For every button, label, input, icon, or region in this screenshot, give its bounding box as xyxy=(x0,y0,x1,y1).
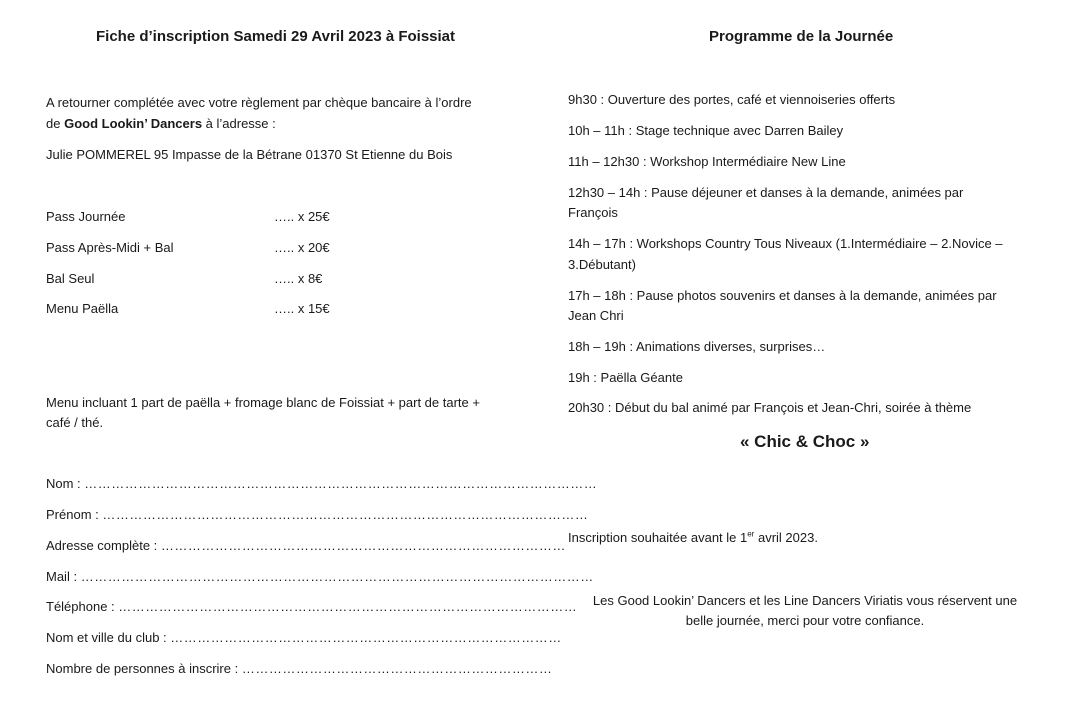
form-field-nombre[interactable] xyxy=(46,659,553,679)
form-dots: ……………………………………………………………………………………………… xyxy=(102,507,589,522)
form-field-mail[interactable] xyxy=(46,567,594,587)
form-dots: …………………………………………………………………………… xyxy=(170,630,562,645)
address: Julie POMMEREL 95 Impasse de la Bétrane 01370 St Etienne du Bois xyxy=(46,147,453,162)
right-title: Programme de la Journée xyxy=(709,28,894,45)
schedule-item: 9h30 : Ouverture des portes, café et viennoiseries offerts xyxy=(568,92,896,107)
deadline-suffix: avril 2023. xyxy=(754,530,818,545)
form-field-telephone[interactable] xyxy=(46,597,578,617)
intro-prefix: de xyxy=(46,116,65,131)
schedule-item-cont: 3.Débutant) xyxy=(568,257,636,272)
schedule-item: 19h : Paëlla Géante xyxy=(568,370,683,385)
form-label: Adresse complète : xyxy=(46,538,158,553)
form-field-club[interactable] xyxy=(46,628,562,648)
schedule-item: 17h – 18h : Pause photos souvenirs et danses à la demande, animées par xyxy=(568,288,997,303)
soiree-theme: « Chic & Choc » xyxy=(740,432,870,451)
schedule-item: 20h30 : Début du bal animé par François et Jean-Chri, soirée à thème xyxy=(568,400,972,415)
deadline xyxy=(568,528,818,548)
price-value: ….. x 20€ xyxy=(274,240,330,255)
closing-line-1: Les Good Lookin’ Dancers et les Line Dancers Viriatis vous réservent une xyxy=(592,593,1018,608)
form-label: Nombre de personnes à inscrire : xyxy=(46,661,239,676)
form-label: Mail : xyxy=(46,569,78,584)
schedule-item: 11h – 12h30 : Workshop Intermédiaire New Line xyxy=(568,154,846,169)
price-value: ….. x 8€ xyxy=(274,271,323,286)
price-value: ….. x 15€ xyxy=(274,301,330,316)
price-label: Pass Journée xyxy=(46,209,126,224)
form-label: Nom : xyxy=(46,476,81,491)
deadline-sup: er xyxy=(747,529,755,539)
intro-suffix: à l’adresse : xyxy=(202,116,276,131)
schedule-item-cont: Jean Chri xyxy=(568,308,624,323)
form-dots: ………………………………………………………………………………………… xyxy=(118,599,578,614)
form-field-prenom[interactable] xyxy=(46,505,589,525)
form-label: Prénom : xyxy=(46,507,99,522)
price-label: Bal Seul xyxy=(46,271,95,286)
deadline-prefix: Inscription souhaitée avant le 1 xyxy=(568,530,748,545)
intro-line-2 xyxy=(46,114,276,134)
form-label: Téléphone : xyxy=(46,599,115,614)
closing-line-2: belle journée, merci pour votre confiance. xyxy=(685,613,925,628)
menu-line-1: Menu incluant 1 part de paëlla + fromage blanc de Foissiat + part de tarte + xyxy=(46,395,480,410)
menu-line-2: café / thé. xyxy=(46,415,104,430)
schedule-item: 14h – 17h : Workshops Country Tous Niveaux (1.Intermédiaire – 2.Novice – xyxy=(568,236,1003,251)
price-value: ….. x 25€ xyxy=(274,209,330,224)
form-dots: …………………………………………………………………………………………………… xyxy=(84,476,598,491)
form-field-adresse[interactable] xyxy=(46,536,566,556)
schedule-item: 18h – 19h : Animations diverses, surprises… xyxy=(568,339,826,354)
price-label: Menu Paëlla xyxy=(46,301,119,316)
intro-line-1: A retourner complétée avec votre règlement par chèque bancaire à l’ordre xyxy=(46,95,472,110)
form-dots: …………………………………………………………… xyxy=(241,661,553,676)
form-field-nom[interactable] xyxy=(46,474,598,494)
schedule-item: 10h – 11h : Stage technique avec Darren Bailey xyxy=(568,123,844,138)
intro-org: Good Lookin’ Dancers xyxy=(64,116,203,131)
form-label: Nom et ville du club : xyxy=(46,630,167,645)
form-dots: …………………………………………………………………………………………………… xyxy=(80,569,594,584)
left-title: Fiche d’inscription Samedi 29 Avril 2023 à Foissiat xyxy=(96,28,456,45)
schedule-item: 12h30 – 14h : Pause déjeuner et danses à la demande, animées par xyxy=(568,185,964,200)
schedule-item-cont: François xyxy=(568,205,618,220)
price-label: Pass Après-Midi + Bal xyxy=(46,240,174,255)
form-dots: ……………………………………………………………………………… xyxy=(160,538,566,553)
